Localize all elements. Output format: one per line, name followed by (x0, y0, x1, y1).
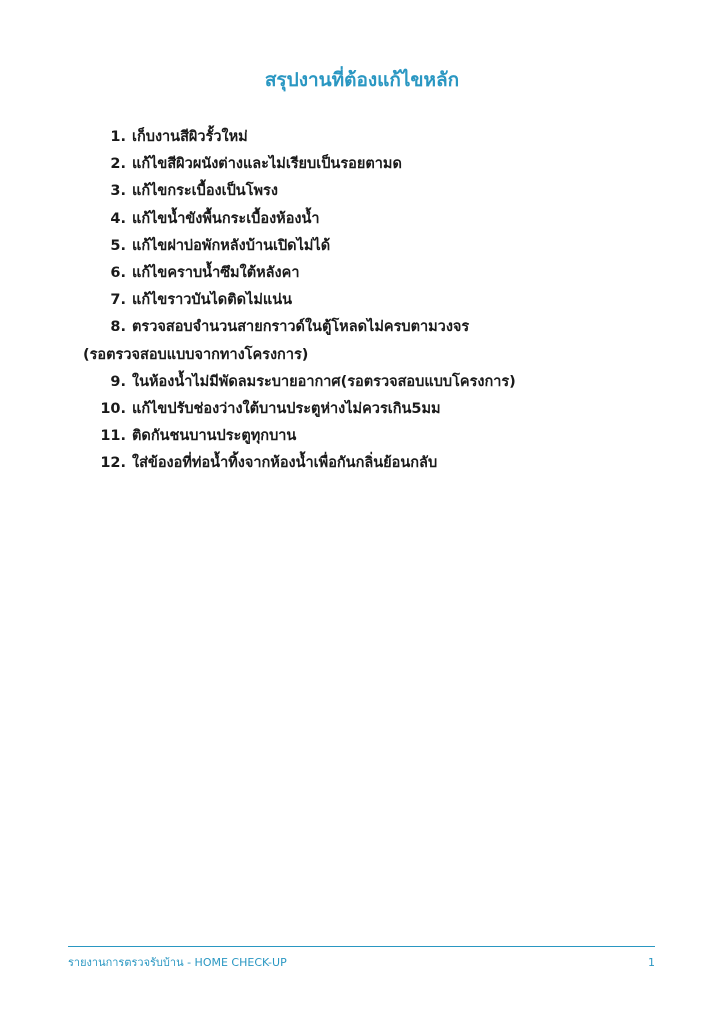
list-item (84, 124, 684, 151)
footer-report-title: รายงานการตรวจรับบ้าน - HOME CHECK-UP (68, 956, 287, 969)
list-item-number: 4. (110, 210, 126, 227)
list-item (84, 260, 684, 287)
page-title: สรุปงานที่ต้องแก้ไขหลัก (264, 69, 460, 91)
list-item-text: ในห้องน้ำไม่มีพัดลมระบายอากาศ(รอตรวจสอบแบบโครงการ) (132, 373, 516, 390)
list-item-number: 2. (110, 156, 126, 173)
list-item-text: แก้ไขฝาบ่อพักหลังบ้านเปิดไม่ได้ (132, 237, 331, 254)
list-item-text: แก้ไขกระเบื้องเป็นโพรง (132, 183, 278, 200)
list-item-number: 5. (110, 237, 126, 254)
list-item-number: 10. (100, 401, 126, 418)
list-item-number: 8. (110, 319, 126, 336)
task-list (84, 124, 684, 478)
list-item-text: ใส่ข้องอที่ท่อน้ำทิ้งจากห้องน้ำเพื่อกันกลิ่นย้อนกลับ (132, 455, 438, 472)
list-item-text: แก้ไขราวบันไดติดไม่แน่น (132, 292, 293, 309)
list-item (84, 287, 684, 314)
list-item (84, 151, 684, 178)
list-item-text: แก้ไขน้ำขังพื้นกระเบื้องห้องน้ำ (132, 210, 320, 227)
list-item-text: เก็บงานสีผิวรั้วใหม่ (132, 129, 248, 145)
list-item-text: ติดกันชนบานประตูทุกบาน (132, 428, 297, 445)
list-item-note: (รอตรวจสอบแบบจากทางโครงการ) (83, 346, 309, 363)
list-item (84, 206, 684, 233)
list-item-text: แก้ไขคราบน้ำซึมใต้หลังคา (132, 265, 300, 282)
list-item-number: 7. (110, 292, 126, 309)
list-item-number: 3. (110, 183, 126, 200)
list-item-number: 12. (100, 455, 126, 472)
list-item-number: 6. (110, 265, 126, 282)
page-number: 1 (648, 956, 655, 969)
list-item-text: แก้ไขสีผิวผนังต่างและไม่เรียบเป็นรอยตามด (132, 156, 402, 173)
list-item (84, 450, 684, 477)
list-item (84, 369, 684, 396)
list-item-number: 9. (110, 373, 126, 390)
list-item (84, 233, 684, 260)
list-item (84, 423, 684, 450)
list-item-number: 1. (110, 129, 126, 145)
list-item (84, 178, 684, 205)
list-item-number: 11. (100, 428, 126, 445)
list-item (84, 314, 684, 341)
footer-divider (68, 946, 655, 947)
list-item-text: แก้ไขปรับช่องว่างใต้บานประตูห่างไม่ควรเกิน5มม (132, 401, 441, 418)
list-item (84, 396, 684, 423)
list-item-text: ตรวจสอบจำนวนสายกราวด์ในตู้โหลดไม่ครบตามวงจร (132, 319, 470, 336)
